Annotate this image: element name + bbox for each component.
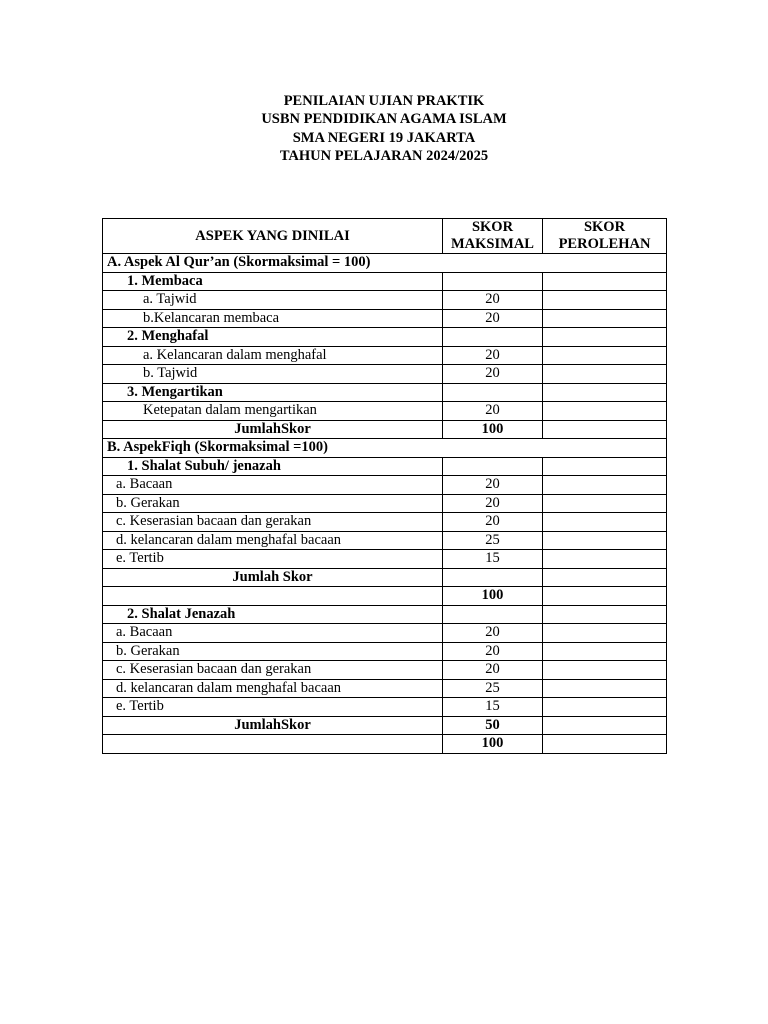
table-row	[103, 402, 667, 421]
table-row	[103, 365, 667, 384]
score-table	[102, 218, 667, 754]
table-row	[103, 457, 667, 476]
item-label: e. Tertib	[103, 550, 443, 569]
section-a-title: A. Aspek Al Qur’an (Skormaksimal = 100)	[103, 254, 667, 273]
skor-maksimal-cell	[443, 383, 543, 402]
table-row	[103, 679, 667, 698]
empty-cell	[103, 587, 443, 606]
section-b-title: B. AspekFiqh (Skormaksimal =100)	[103, 439, 667, 458]
skor-perolehan-cell[interactable]	[543, 420, 667, 439]
header-aspek: ASPEK YANG DINILAI	[103, 219, 443, 254]
skor-perolehan-cell[interactable]	[543, 587, 667, 606]
skor-maksimal-cell	[443, 605, 543, 624]
item-label: b. Gerakan	[103, 642, 443, 661]
skor-maksimal-cell: 20	[443, 494, 543, 513]
section-b-row	[103, 439, 667, 458]
skor-perolehan-cell[interactable]	[543, 550, 667, 569]
title-line-4: TAHUN PELAJARAN 2024/2025	[279, 147, 489, 164]
skor-maksimal-cell: 20	[443, 346, 543, 365]
skor-maksimal-cell: 25	[443, 531, 543, 550]
jumlah-label: JumlahSkor	[103, 716, 443, 735]
item-label: Ketepatan dalam mengartikan	[103, 402, 443, 421]
item-label: a. Tajwid	[103, 291, 443, 310]
total-row	[103, 735, 667, 754]
total-row	[103, 587, 667, 606]
skor-perolehan-cell[interactable]	[543, 365, 667, 384]
skor-perolehan-cell[interactable]	[543, 383, 667, 402]
table-row	[103, 328, 667, 347]
skor-maksimal-cell: 20	[443, 291, 543, 310]
subsection-label: 3. Mengartikan	[103, 383, 443, 402]
table-row	[103, 291, 667, 310]
jumlah-max: 50	[443, 716, 543, 735]
table-row	[103, 272, 667, 291]
skor-maksimal-cell	[443, 272, 543, 291]
table-row	[103, 605, 667, 624]
header-skor-maksimal-line1: SKOR	[471, 219, 514, 235]
skor-maksimal-cell: 15	[443, 698, 543, 717]
header-skor-maksimal-line2: MAKSIMAL	[451, 236, 534, 252]
skor-perolehan-cell[interactable]	[543, 494, 667, 513]
table-row	[103, 550, 667, 569]
skor-maksimal-cell: 15	[443, 550, 543, 569]
skor-perolehan-cell[interactable]	[543, 328, 667, 347]
table-row	[103, 476, 667, 495]
skor-maksimal-cell: 20	[443, 624, 543, 643]
skor-perolehan-cell[interactable]	[543, 402, 667, 421]
header-skor-perolehan	[543, 219, 667, 254]
jumlah-label: JumlahSkor	[103, 420, 443, 439]
skor-perolehan-cell[interactable]	[543, 661, 667, 680]
title-line-3: SMA NEGERI 19 JAKARTA	[292, 129, 476, 146]
skor-perolehan-cell[interactable]	[543, 513, 667, 532]
table-row	[103, 661, 667, 680]
section-a-row	[103, 254, 667, 273]
skor-perolehan-cell[interactable]	[543, 272, 667, 291]
skor-maksimal-cell: 20	[443, 402, 543, 421]
skor-maksimal-cell: 20	[443, 513, 543, 532]
skor-maksimal-cell: 20	[443, 642, 543, 661]
subsection-label: 2. Menghafal	[103, 328, 443, 347]
skor-maksimal-cell: 20	[443, 365, 543, 384]
jumlah-label: Jumlah Skor	[103, 568, 443, 587]
header-skor-perolehan-line2: PEROLEHAN	[558, 236, 651, 252]
subsection-label: 2. Shalat Jenazah	[103, 605, 443, 624]
skor-perolehan-cell[interactable]	[543, 716, 667, 735]
skor-perolehan-cell[interactable]	[543, 346, 667, 365]
header-skor-maksimal	[443, 219, 543, 254]
subsection-label: 1. Membaca	[103, 272, 443, 291]
empty-cell	[103, 735, 443, 754]
header-skor-perolehan-line1: SKOR	[583, 219, 626, 235]
skor-perolehan-cell[interactable]	[543, 624, 667, 643]
skor-perolehan-cell[interactable]	[543, 457, 667, 476]
skor-perolehan-cell[interactable]	[543, 679, 667, 698]
table-row	[103, 698, 667, 717]
skor-perolehan-cell[interactable]	[543, 735, 667, 754]
item-label: a. Bacaan	[103, 476, 443, 495]
skor-perolehan-cell[interactable]	[543, 531, 667, 550]
skor-perolehan-cell[interactable]	[543, 642, 667, 661]
skor-maksimal-cell	[443, 328, 543, 347]
item-label: a. Kelancaran dalam menghafal	[103, 346, 443, 365]
title-line-1: PENILAIAN UJIAN PRAKTIK	[283, 93, 485, 109]
document-title	[0, 92, 768, 165]
skor-perolehan-cell[interactable]	[543, 698, 667, 717]
skor-maksimal-cell	[443, 457, 543, 476]
table-row	[103, 309, 667, 328]
total-max: 100	[443, 587, 543, 606]
item-label: e. Tertib	[103, 698, 443, 717]
jumlah-row	[103, 568, 667, 587]
item-label: c. Keserasian bacaan dan gerakan	[103, 513, 443, 532]
item-label: b. Gerakan	[103, 494, 443, 513]
table-row	[103, 531, 667, 550]
item-label: b. Tajwid	[103, 365, 443, 384]
table-row	[103, 642, 667, 661]
subsection-label: 1. Shalat Subuh/ jenazah	[103, 457, 443, 476]
skor-perolehan-cell[interactable]	[543, 309, 667, 328]
jumlah-row	[103, 716, 667, 735]
skor-perolehan-cell[interactable]	[543, 476, 667, 495]
skor-maksimal-cell: 20	[443, 661, 543, 680]
skor-perolehan-cell[interactable]	[543, 291, 667, 310]
table-header-row	[103, 219, 667, 254]
skor-perolehan-cell[interactable]	[543, 568, 667, 587]
table-row	[103, 624, 667, 643]
table-row	[103, 383, 667, 402]
item-label: c. Keserasian bacaan dan gerakan	[103, 661, 443, 680]
table-row	[103, 494, 667, 513]
skor-maksimal-cell: 20	[443, 309, 543, 328]
jumlah-max: 100	[443, 420, 543, 439]
skor-perolehan-cell[interactable]	[543, 605, 667, 624]
jumlah-row	[103, 420, 667, 439]
total-max: 100	[443, 735, 543, 754]
skor-maksimal-cell	[443, 568, 543, 587]
item-label: d. kelancaran dalam menghafal bacaan	[103, 679, 443, 698]
item-label: b.Kelancaran membaca	[103, 309, 443, 328]
item-label: d. kelancaran dalam menghafal bacaan	[103, 531, 443, 550]
skor-maksimal-cell: 25	[443, 679, 543, 698]
title-line-2: USBN PENDIDIKAN AGAMA ISLAM	[261, 111, 507, 128]
skor-maksimal-cell: 20	[443, 476, 543, 495]
table-row	[103, 346, 667, 365]
item-label: a. Bacaan	[103, 624, 443, 643]
table-row	[103, 513, 667, 532]
